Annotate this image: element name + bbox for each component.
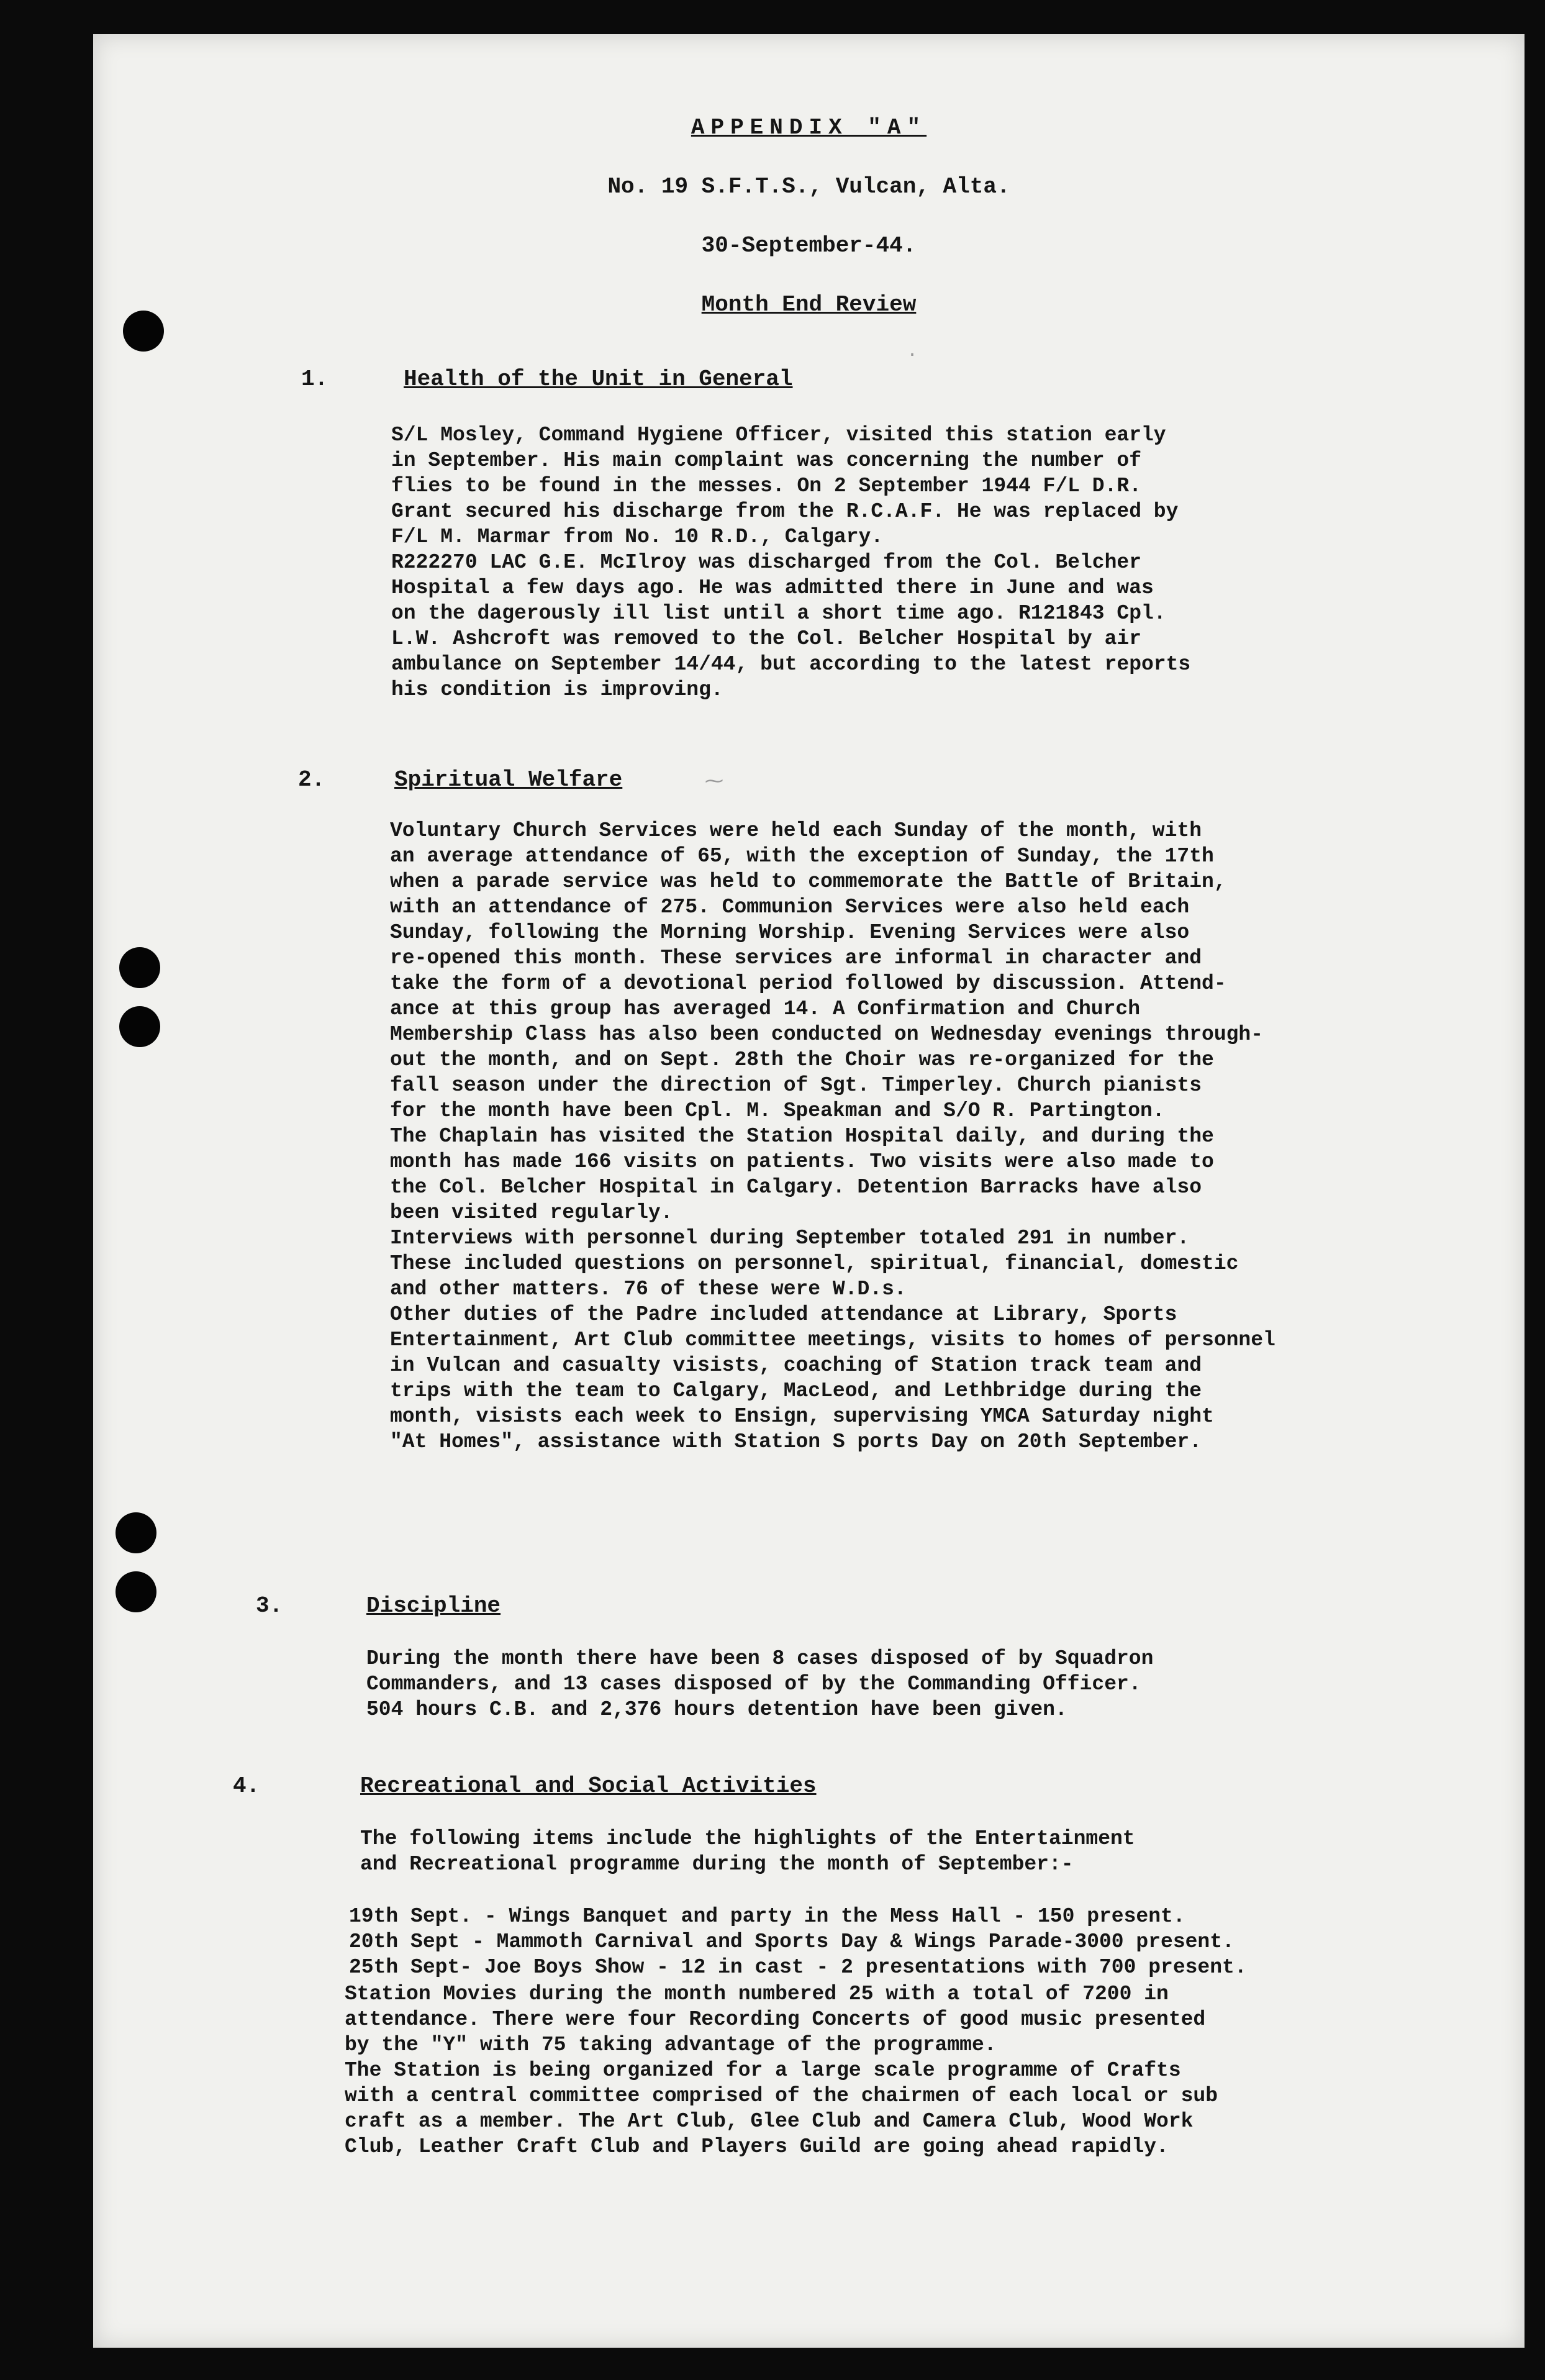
text-line: his condition is improving. — [391, 678, 723, 701]
text-line: been visited regularly. — [390, 1201, 673, 1224]
text-line: with a central committee comprised of the chairmen of each local or sub — [345, 2084, 1218, 2107]
ink-smudge: · — [907, 345, 918, 366]
review-title: Month End Review — [701, 292, 917, 317]
section-1-body — [391, 422, 1190, 702]
unit-heading: No. 19 S.F.T.S., Vulcan, Alta. — [607, 174, 1010, 199]
text-line: in Vulcan and casualty visists, coaching of Station track team and — [390, 1354, 1202, 1377]
text-line: Station Movies during the month numbered 25 with a total of 7200 in — [345, 1983, 1169, 2005]
text-line: L.W. Ashcroft was removed to the Col. Belcher Hospital by air — [391, 627, 1141, 650]
section-2-title: Spiritual Welfare — [394, 767, 623, 793]
section-3-body — [366, 1646, 1153, 1722]
text-line: Club, Leather Craft Club and Players Guild are going ahead rapidly. — [345, 2135, 1169, 2158]
text-line: an average attendance of 65, with the exception of Sunday, the 17th — [390, 845, 1214, 868]
text-line: The Station is being organized for a large scale programme of Crafts — [345, 2059, 1181, 2082]
text-line: Sunday, following the Morning Worship. Evening Services were also — [390, 921, 1190, 944]
section-2-body — [390, 818, 1275, 1455]
text-line: Commanders, and 13 cases disposed of by the Commanding Officer. — [366, 1673, 1141, 1696]
text-line: out the month, and on Sept. 28th the Choir was re-organized for the — [390, 1048, 1214, 1071]
event-line: 19th Sept. - Wings Banquet and party in the Mess Hall - 150 present. — [349, 1905, 1185, 1928]
text-line: ambulance on September 14/44, but according to the latest reports — [391, 653, 1191, 676]
section-4-intro — [360, 1826, 1135, 1877]
text-line: F/L M. Marmar from No. 10 R.D., Calgary. — [391, 525, 884, 548]
text-line: Hospital a few days ago. He was admitted there in June and was — [391, 576, 1154, 599]
text-line: the Col. Belcher Hospital in Calgary. Detention Barracks have also — [390, 1176, 1202, 1199]
appendix-heading: APPENDIX "A" — [691, 115, 927, 140]
date-heading: 30-September-44. — [701, 233, 917, 258]
text-line: craft as a member. The Art Club, Glee Club and Camera Club, Wood Work — [345, 2110, 1194, 2133]
text-line: Voluntary Church Services were held each Sunday of the month, with — [390, 819, 1202, 842]
text-line: in September. His main complaint was concerning the number of — [391, 449, 1141, 472]
punch-hole — [116, 1571, 156, 1612]
text-line: month has made 166 visits on patients. Two visits were also made to — [390, 1150, 1214, 1173]
text-line: R222270 LAC G.E. McIlroy was discharged from the Col. Belcher — [391, 551, 1141, 574]
text-line: The following items include the highlights of the Entertainment — [360, 1827, 1135, 1850]
event-line: 25th Sept- Joe Boys Show - 12 in cast - 2 presentations with 700 present. — [349, 1956, 1247, 1979]
text-line: ance at this group has averaged 14. A Confirmation and Church — [390, 997, 1140, 1020]
section-3-title: Discipline — [366, 1593, 501, 1619]
text-line: fall season under the direction of Sgt. Timperley. Church pianists — [390, 1074, 1202, 1097]
event-line: 20th Sept - Mammoth Carnival and Sports Day & Wings Parade-3000 present. — [349, 1930, 1235, 1953]
text-line: take the form of a devotional period followed by discussion. Attend- — [390, 972, 1226, 995]
section-4-body — [345, 1981, 1218, 2160]
text-line: The Chaplain has visited the Station Hospital daily, and during the — [390, 1125, 1214, 1148]
text-line: Membership Class has also been conducted on Wednesday evenings through- — [390, 1023, 1264, 1046]
text-line: Interviews with personnel during September totaled 291 in number. — [390, 1227, 1190, 1250]
text-line: flies to be found in the messes. On 2 September 1944 F/L D.R. — [391, 475, 1141, 497]
punch-hole — [119, 947, 160, 988]
section-1-number: 1. — [301, 366, 328, 392]
text-line: attendance. There were four Recording Concerts of good music presented — [345, 2008, 1206, 2031]
section-4-title: Recreational and Social Activities — [360, 1773, 817, 1799]
text-line: and other matters. 76 of these were W.D.s. — [390, 1278, 907, 1301]
text-line: re-opened this month. These services are informal in character and — [390, 947, 1202, 970]
text-line: Other duties of the Padre included attendance at Library, Sports — [390, 1303, 1177, 1326]
text-line: with an attendance of 275. Communion Services were also held each — [390, 896, 1190, 919]
section-2-number: 2. — [298, 767, 325, 793]
text-line: These included questions on personnel, spiritual, financial, domestic — [390, 1252, 1239, 1275]
section-1-title: Health of the Unit in General — [404, 366, 793, 392]
punch-hole — [119, 1006, 160, 1047]
section-4-events — [349, 1904, 1247, 1980]
text-line: 504 hours C.B. and 2,376 hours detention have been given. — [366, 1698, 1067, 1721]
text-line: Entertainment, Art Club committee meetings, visits to homes of personnel — [390, 1329, 1275, 1351]
document-page — [93, 34, 1525, 2348]
text-line: on the dagerously ill list until a short time ago. R121843 Cpl. — [391, 602, 1166, 625]
punch-hole — [116, 1512, 156, 1553]
section-3-number: 3. — [256, 1593, 283, 1619]
text-line: when a parade service was held to commemorate the Battle of Britain, — [390, 870, 1226, 893]
ink-smudge: ⁓ — [705, 772, 723, 793]
text-line: Grant secured his discharge from the R.C.A.F. He was replaced by — [391, 500, 1179, 523]
text-line: trips with the team to Calgary, MacLeod, and Lethbridge during the — [390, 1379, 1202, 1402]
text-line: "At Homes", assistance with Station S ports Day on 20th September. — [390, 1430, 1202, 1453]
section-4-number: 4. — [233, 1773, 260, 1799]
text-line: by the "Y" with 75 taking advantage of the programme. — [345, 2033, 997, 2056]
text-line: During the month there have been 8 cases disposed of by Squadron — [366, 1647, 1154, 1670]
text-line: for the month have been Cpl. M. Speakman and S/O R. Partington. — [390, 1099, 1165, 1122]
text-line: S/L Mosley, Command Hygiene Officer, visited this station early — [391, 424, 1166, 447]
text-line: month, visists each week to Ensign, supervising YMCA Saturday night — [390, 1405, 1214, 1428]
text-line: and Recreational programme during the month of September:- — [360, 1853, 1074, 1876]
